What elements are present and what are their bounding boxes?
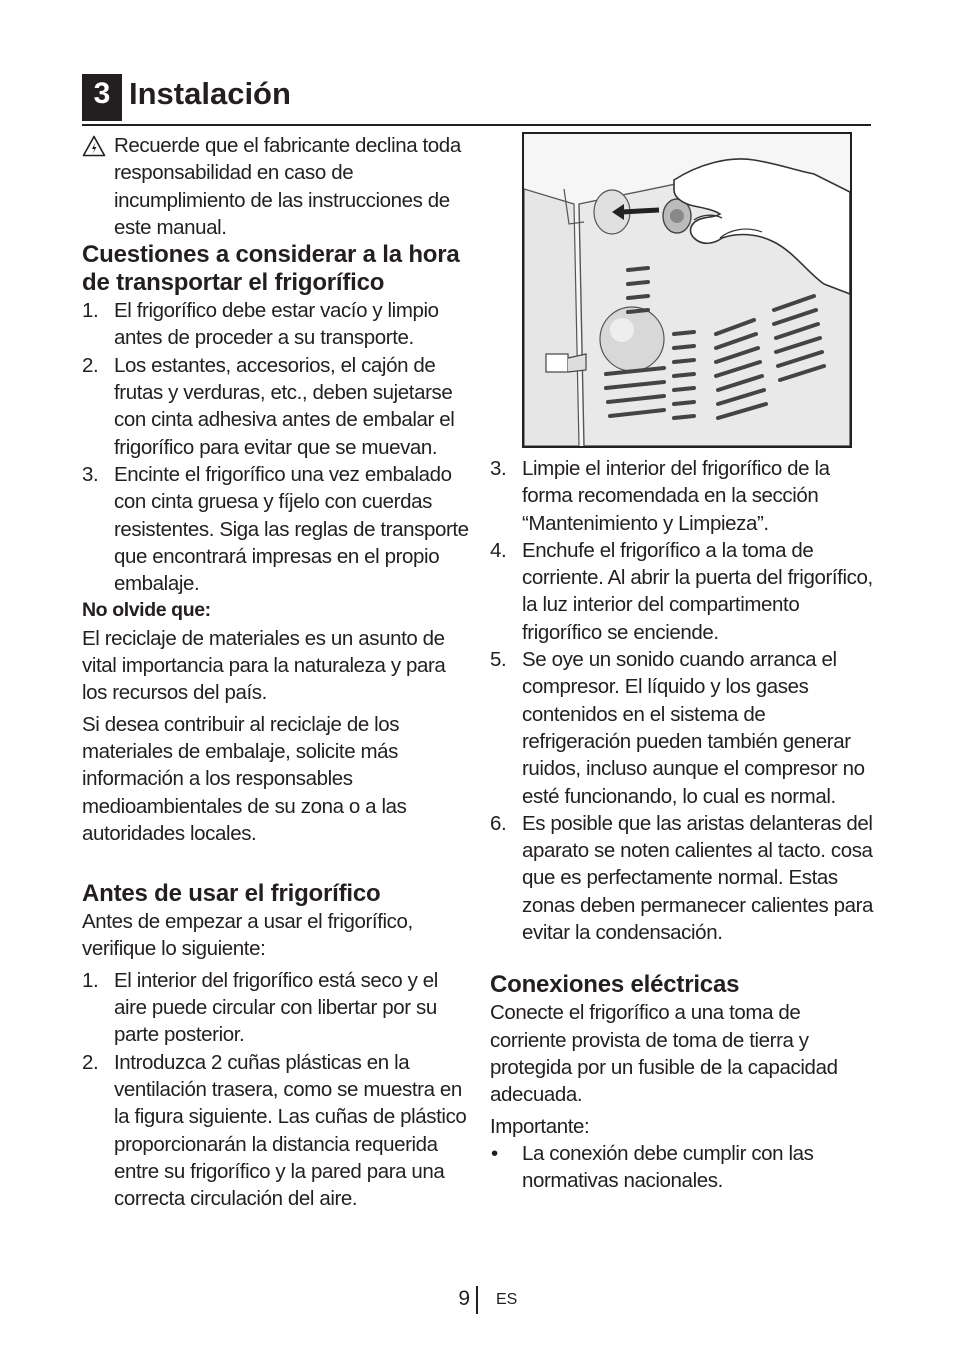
list-text: Encinte el frigorífico una vez embalado con cinta gruesa y fíjelo con cuerdas resistentes. Siga las reglas de transporte que encontrará impresas en el propio embalaje. xyxy=(114,462,469,596)
before-use-intro: Antes de empezar a usar el frigorífico, verifique lo siguiente: xyxy=(82,910,413,961)
list-item xyxy=(490,537,876,646)
list-text: Enchufe el frigorífico a la toma de corriente. Al abrir la puerta del frigorífico, la luz interior del compartimento frigorífico se enciende. xyxy=(522,538,873,644)
chapter-title: Instalación xyxy=(129,76,291,111)
list-number: 3. xyxy=(490,457,507,480)
list-text: Se oye un sonido cuando arranca el compresor. El líquido y los gases contenidos en el sistema de refrigeración pueden también generar ruidos, incluso aunque el compresor no esté funcionando, lo cual es normal. xyxy=(522,648,865,808)
list-text: Los estantes, accesorios, el cajón de frutas y verduras, etc., deben sujetarse con cinta adhesiva antes de embalar el frigorífico para evitar que se muevan. xyxy=(114,353,455,459)
list-text: Introduzca 2 cuñas plásticas en la ventilación trasera, como se muestra en la figura siguiente. Las cuñas de plástico proporcionarán la distancia requerida entre su frigorífico y la pared para una correcta circulación del aire. xyxy=(114,1050,467,1211)
list-number: 4. xyxy=(490,538,507,562)
list-text: Es posible que las aristas delanteras del aparato se noten calientes al tacto. cosa que es perfectamente normal. Estas zonas deben permanecer calientes para evitar la condensación. xyxy=(522,811,874,945)
list-item xyxy=(82,1049,470,1213)
right-column xyxy=(490,132,876,1194)
list-item xyxy=(82,352,470,461)
electrical-heading: Conexiones eléctricas xyxy=(490,971,740,999)
list-number: 2. xyxy=(82,1050,99,1074)
list-number: 6. xyxy=(490,811,507,835)
note-text: El reciclaje de materiales es un asunto de vital importancia para la naturaleza y para los recursos del país. xyxy=(82,626,446,705)
recycle-text: Si desea contribuir al reciclaje de los materiales de embalaje, solicite más información a los responsables medioambientales de su zona o a las autoridades locales. xyxy=(82,712,407,845)
warning-triangle-icon xyxy=(82,135,106,157)
list-number: 1. xyxy=(82,968,99,992)
language-code: ES xyxy=(496,1291,518,1308)
electrical-text: Conecte el frigorífico a una toma de corriente provista de toma de tierra y protegida por un fusible de la capacidad adecuada. xyxy=(490,1001,838,1107)
list-item xyxy=(490,810,876,946)
bullet-icon: • xyxy=(491,1141,498,1165)
warning-note xyxy=(82,132,470,241)
list-item xyxy=(82,297,470,352)
warning-text: Recuerde que el fabricante declina toda responsabilidad en caso de incumplimiento de las instrucciones de este manual. xyxy=(114,134,461,239)
list-text: La conexión debe cumplir con las normativas nacionales. xyxy=(522,1141,814,1193)
list-text: El interior del frigorífico está seco y el aire puede circular con libertar por su parte posterior. xyxy=(114,968,438,1047)
transport-list xyxy=(82,297,470,597)
before-use-list-right xyxy=(490,455,876,946)
list-item xyxy=(490,455,876,537)
list-number: 1. xyxy=(82,299,99,323)
page-number: 9 xyxy=(458,1287,470,1310)
chapter-number-badge: 3 xyxy=(82,74,122,121)
list-item xyxy=(490,646,876,810)
electrical-bullets xyxy=(490,1140,876,1195)
note-label: No olvide que: xyxy=(82,599,211,622)
important-label: Importante: xyxy=(490,1114,590,1138)
before-use-heading: Antes de usar el frigorífico xyxy=(82,880,381,908)
before-use-list-left xyxy=(82,967,470,1213)
footer-divider xyxy=(476,1286,478,1314)
list-item xyxy=(490,1140,876,1195)
page-footer xyxy=(0,1286,954,1314)
transport-heading: Cuestiones a considerar a la hora de transportar el frigorífico xyxy=(82,241,460,297)
list-number: 5. xyxy=(490,648,507,672)
chapter-header xyxy=(82,74,871,126)
spacer-installation-figure xyxy=(522,132,852,448)
list-item xyxy=(82,461,470,597)
list-number: 3. xyxy=(82,462,99,486)
list-text: El frigorífico debe estar vacío y limpio antes de proceder a su transporte. xyxy=(114,299,439,350)
hand-inserting-spacer-illustration xyxy=(524,134,850,446)
left-column xyxy=(82,132,470,1212)
list-text: Limpie el interior del frigorífico de la forma recomendada en la sección “Mantenimiento y Limpieza”. xyxy=(522,457,830,535)
list-number: 2. xyxy=(82,353,99,377)
list-item xyxy=(82,967,470,1049)
